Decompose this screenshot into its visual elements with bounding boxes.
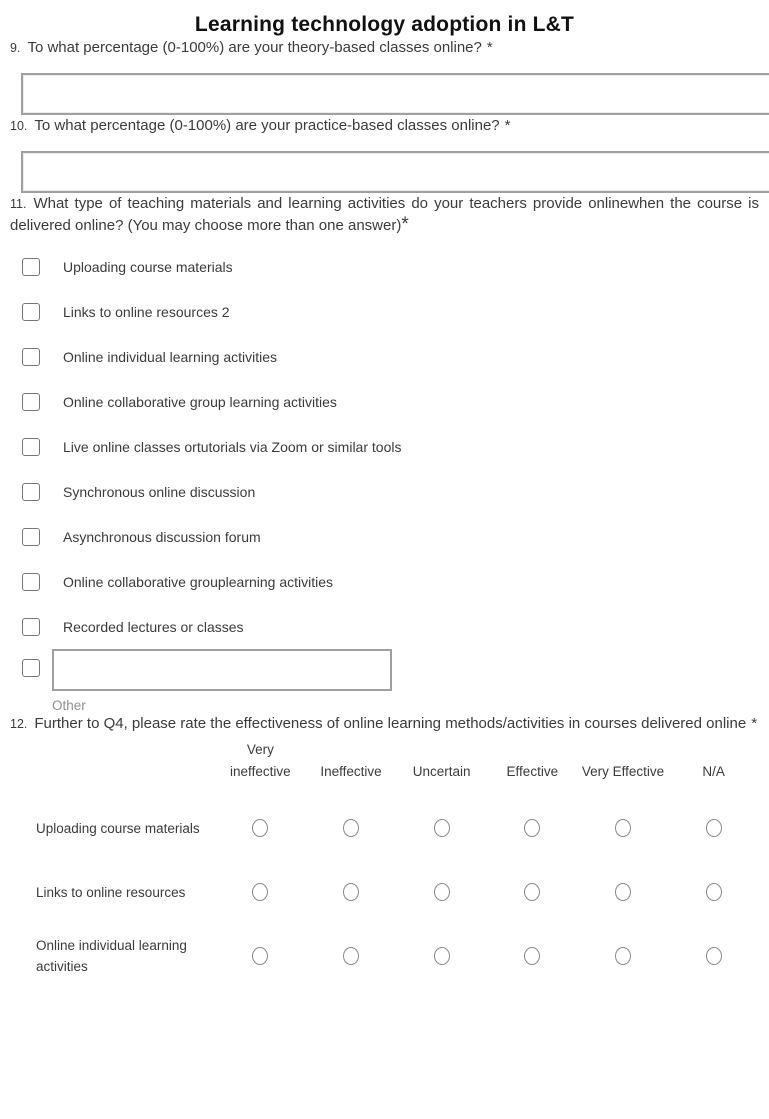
q11-checkbox-7[interactable] <box>22 573 40 591</box>
q12-column-header-2: Uncertain <box>412 764 471 779</box>
q12-radio-r1-c0[interactable] <box>252 883 268 901</box>
option-row <box>22 618 759 635</box>
matrix-cell <box>396 924 487 988</box>
question-10-number: 10. <box>10 119 28 133</box>
matrix-cell <box>396 796 487 860</box>
q12-radio-r2-c0[interactable] <box>252 947 268 965</box>
q11-option-label-5: Synchronous online discussion <box>63 483 256 500</box>
q12-row-label-2: Online individual learning activities <box>36 938 187 974</box>
question-10-answer-input[interactable] <box>21 151 769 193</box>
q12-column-header-3: Effective <box>506 764 559 779</box>
q11-checkbox-6[interactable] <box>22 528 40 546</box>
matrix-corner-cell <box>10 739 215 796</box>
q12-radio-r1-c4[interactable] <box>615 883 631 901</box>
question-12-required-mark: * <box>751 715 758 732</box>
question-9-required-mark: * <box>486 39 493 56</box>
matrix-cell <box>668 924 759 988</box>
question-10-text: To what percentage (0-100%) are your practice-based classes online? <box>34 117 500 134</box>
q12-radio-r0-c3[interactable] <box>524 819 540 837</box>
matrix-cell <box>578 860 669 924</box>
q12-radio-r0-c0[interactable] <box>252 819 268 837</box>
q11-other-caption: Other <box>52 698 86 713</box>
option-row <box>22 303 759 320</box>
matrix-cell <box>215 796 306 860</box>
q11-checkbox-2[interactable] <box>22 348 40 366</box>
q11-other-input[interactable] <box>52 649 392 691</box>
q12-column-header-4: Very Effective <box>581 764 665 779</box>
matrix-cell <box>668 860 759 924</box>
matrix-cell <box>487 860 578 924</box>
q12-rating-matrix <box>10 739 759 988</box>
question-12-text: Further to Q4, please rate the effectiveness of online learning methods/activities in courses delivered online <box>34 715 747 732</box>
matrix-cell <box>578 924 669 988</box>
option-row <box>22 348 759 365</box>
question-11-number: 11. <box>10 197 27 211</box>
q12-radio-r0-c1[interactable] <box>343 819 359 837</box>
option-row <box>22 258 759 275</box>
q11-option-label-2: Online individual learning activities <box>63 348 278 365</box>
q12-radio-r2-c5[interactable] <box>706 947 722 965</box>
q12-radio-r0-c5[interactable] <box>706 819 722 837</box>
matrix-cell <box>487 796 578 860</box>
q12-radio-r2-c4[interactable] <box>615 947 631 965</box>
matrix-cell <box>306 860 397 924</box>
page-title: Learning technology adoption in L&T <box>194 13 575 36</box>
q12-radio-r0-c2[interactable] <box>434 819 450 837</box>
q12-radio-r2-c1[interactable] <box>343 947 359 965</box>
matrix-cell <box>215 924 306 988</box>
matrix-cell <box>668 796 759 860</box>
q12-radio-r1-c5[interactable] <box>706 883 722 901</box>
question-9-label <box>10 37 759 59</box>
option-row <box>22 528 759 545</box>
q12-radio-r1-c1[interactable] <box>343 883 359 901</box>
question-10-required-mark: * <box>504 117 511 134</box>
matrix-cell <box>306 924 397 988</box>
question-12-number: 12. <box>10 717 28 731</box>
q11-option-label-6: Asynchronous discussion forum <box>63 528 261 545</box>
question-10-label <box>10 115 759 137</box>
matrix-cell <box>306 796 397 860</box>
q12-row-label-1: Links to online resources <box>36 884 186 900</box>
q12-radio-r1-c3[interactable] <box>524 883 540 901</box>
q12-radio-r0-c4[interactable] <box>615 819 631 837</box>
q11-checkbox-0[interactable] <box>22 258 40 276</box>
question-9-text: To what percentage (0-100%) are your theory-based classes online? <box>27 39 482 56</box>
question-11-label <box>10 193 759 237</box>
q11-other-checkbox[interactable] <box>22 659 40 677</box>
q11-option-label-1: Links to online resources 2 <box>63 303 230 320</box>
q11-checkbox-5[interactable] <box>22 483 40 501</box>
q11-option-label-7: Online collaborative grouplearning activities <box>63 573 334 590</box>
question-11-options <box>22 258 759 635</box>
q12-row-label-0: Uploading course materials <box>36 820 200 836</box>
question-9-answer-input[interactable] <box>21 73 769 115</box>
matrix-cell <box>578 796 669 860</box>
q11-checkbox-4[interactable] <box>22 438 40 456</box>
matrix-cell <box>487 924 578 988</box>
q11-option-label-8: Recorded lectures or classes <box>63 618 244 635</box>
matrix-cell <box>215 860 306 924</box>
question-11-required-mark: * <box>401 214 409 235</box>
option-row <box>22 393 759 410</box>
q11-checkbox-3[interactable] <box>22 393 40 411</box>
q11-other-option-row <box>22 649 759 691</box>
q12-column-header-0: Very ineffective <box>230 742 291 779</box>
matrix-cell <box>396 860 487 924</box>
option-row <box>22 438 759 455</box>
q12-radio-r2-c2[interactable] <box>434 947 450 965</box>
option-row <box>22 573 759 590</box>
question-12-label <box>10 713 759 735</box>
q11-option-label-4: Live online classes ortutorials via Zoom or similar tools <box>63 438 402 455</box>
q12-column-header-5: N/A <box>702 764 725 779</box>
q12-column-header-1: Ineffective <box>320 764 382 779</box>
q11-option-label-3: Online collaborative group learning activities <box>63 393 337 410</box>
q11-option-label-0: Uploading course materials <box>63 258 233 275</box>
question-9-number: 9. <box>10 41 21 55</box>
option-row <box>22 483 759 500</box>
q11-checkbox-8[interactable] <box>22 618 40 636</box>
q11-checkbox-1[interactable] <box>22 303 40 321</box>
question-11-text: What type of teaching materials and learning activities do your teachers provide onlinewhen the course is delivered online? (You may choose more than one answer) <box>10 195 759 234</box>
q12-radio-r1-c2[interactable] <box>434 883 450 901</box>
q12-radio-r2-c3[interactable] <box>524 947 540 965</box>
